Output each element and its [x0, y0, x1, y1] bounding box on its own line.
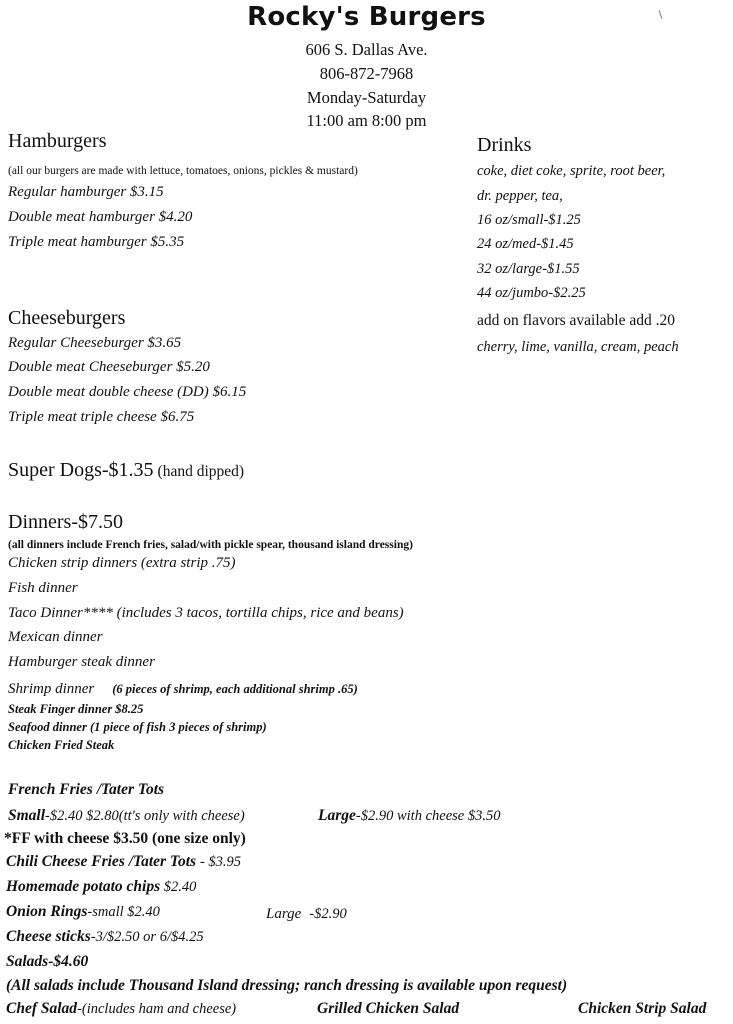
menu-item: Chicken strip dinners (extra strip .75)	[8, 555, 236, 571]
grilled-chicken-salad: Grilled Chicken Salad	[317, 1000, 460, 1017]
chili-fries-label: Chili Cheese Fries /Tater Tots	[6, 853, 200, 870]
cheeseburgers-heading: Cheeseburgers	[8, 307, 126, 329]
menu-item: Fish dinner	[8, 580, 78, 596]
fries-large-price: -$2.90 with cheese $3.50	[355, 808, 501, 824]
address: 606 S. Dallas Ave.	[305, 40, 428, 59]
menu-item: Taco Dinner**** (includes 3 tacos, tortilla chips, rice and beans)	[8, 605, 404, 621]
sticks-line	[6, 928, 204, 946]
ff-cheese: *FF with cheese $3.50 (one size only)	[4, 830, 246, 847]
shrimp-dinner: Shrimp dinner	[8, 681, 95, 697]
sticks-price: -3/$2.50 or 6/$4.25	[90, 929, 204, 945]
menu-item: Double meat hamburger $4.20	[8, 209, 193, 225]
rings-large-line	[266, 905, 347, 923]
hamburgers-heading: Hamburgers	[8, 130, 107, 152]
flavors-list: cherry, lime, vanilla, cream, peach	[477, 339, 679, 355]
chips-price: $2.40	[160, 879, 197, 895]
flavors-heading: add on flavors available add .20	[477, 312, 675, 329]
menu-item: Steak Finger dinner $8.25	[8, 702, 144, 716]
menu-item: Triple meat hamburger $5.35	[8, 234, 185, 250]
drinks-line: 32 oz/large-$1.55	[477, 261, 580, 277]
fries-heading: French Fries /Tater Tots	[8, 781, 165, 798]
drinks-line: dr. pepper, tea,	[477, 188, 563, 204]
phone: 806-872-7968	[319, 64, 414, 83]
open-hours: 11:00 am 8:00 pm	[306, 111, 427, 130]
fries-small-price: -$2.40 $2.80(tt's only with cheese)	[45, 808, 245, 824]
chef-salad-label: Chef Salad	[6, 1000, 78, 1017]
restaurant-title: Rocky's Burgers	[247, 2, 486, 32]
shrimp-dinner-line	[8, 680, 358, 698]
dinners-note: (all dinners include French fries, salad/with pickle spear, thousand island dressing)	[8, 539, 413, 551]
hamburgers-note: (all our burgers are made with lettuce, tomatoes, onions, pickles & mustard)	[8, 165, 358, 177]
rings-price: -small $2.40	[87, 904, 160, 920]
menu-item: Hamburger steak dinner	[8, 654, 155, 670]
super-dogs-note: (hand dipped)	[157, 463, 245, 480]
menu-item: Chicken Fried Steak	[8, 738, 115, 752]
rings-label: Onion Rings	[6, 903, 88, 920]
chef-salad-note: -(includes ham and cheese)	[77, 1001, 237, 1017]
shrimp-dinner-note: (6 pieces of shrimp, each additional shrimp .65)	[112, 682, 358, 696]
drinks-line: 16 oz/small-$1.25	[477, 212, 581, 228]
fries-small-line	[8, 807, 245, 825]
chips-line	[6, 878, 196, 896]
menu-item: Double meat double cheese (DD) $6.15	[8, 384, 247, 400]
fries-large-label: Large	[318, 807, 356, 824]
super-dogs-heading: Super Dogs-$1.35	[8, 459, 154, 481]
menu-item: Seafood dinner (1 piece of fish 3 pieces of shrimp)	[8, 720, 267, 734]
chicken-strip-salad: Chicken Strip Salad	[578, 1000, 707, 1017]
chili-fries-price: - $3.95	[199, 854, 242, 870]
chef-salad-line	[6, 1000, 236, 1018]
rings-large-price: -$2.90	[309, 906, 347, 922]
salads-heading: Salads-$4.60	[6, 953, 89, 970]
menu-item: Triple meat triple cheese $6.75	[8, 409, 195, 425]
drinks-line: coke, diet coke, sprite, root beer,	[477, 163, 666, 179]
rings-line	[6, 903, 160, 921]
dinners-heading: Dinners-$7.50	[8, 511, 123, 533]
menu-item: Regular Cheeseburger $3.65	[8, 335, 182, 351]
chili-fries-line	[6, 853, 241, 871]
sticks-label: Cheese sticks	[6, 928, 91, 945]
fries-large-line	[318, 807, 500, 825]
menu-item: Double meat Cheeseburger $5.20	[8, 359, 210, 375]
rings-large-label: Large	[266, 906, 302, 922]
drinks-line: 24 oz/med-$1.45	[477, 236, 574, 252]
super-dogs-line	[8, 459, 244, 482]
drinks-line: 44 oz/jumbo-$2.25	[477, 285, 586, 301]
salads-note: (All salads include Thousand Island dressing; ranch dressing is available upon request)	[6, 977, 568, 994]
fries-small-label: Small	[8, 807, 46, 824]
chips-label: Homemade potato chips	[6, 878, 161, 895]
menu-item: Mexican dinner	[8, 629, 103, 645]
menu-item: Regular hamburger $3.15	[8, 184, 164, 200]
drinks-heading: Drinks	[477, 134, 532, 156]
open-days: Monday-Saturday	[306, 88, 427, 107]
